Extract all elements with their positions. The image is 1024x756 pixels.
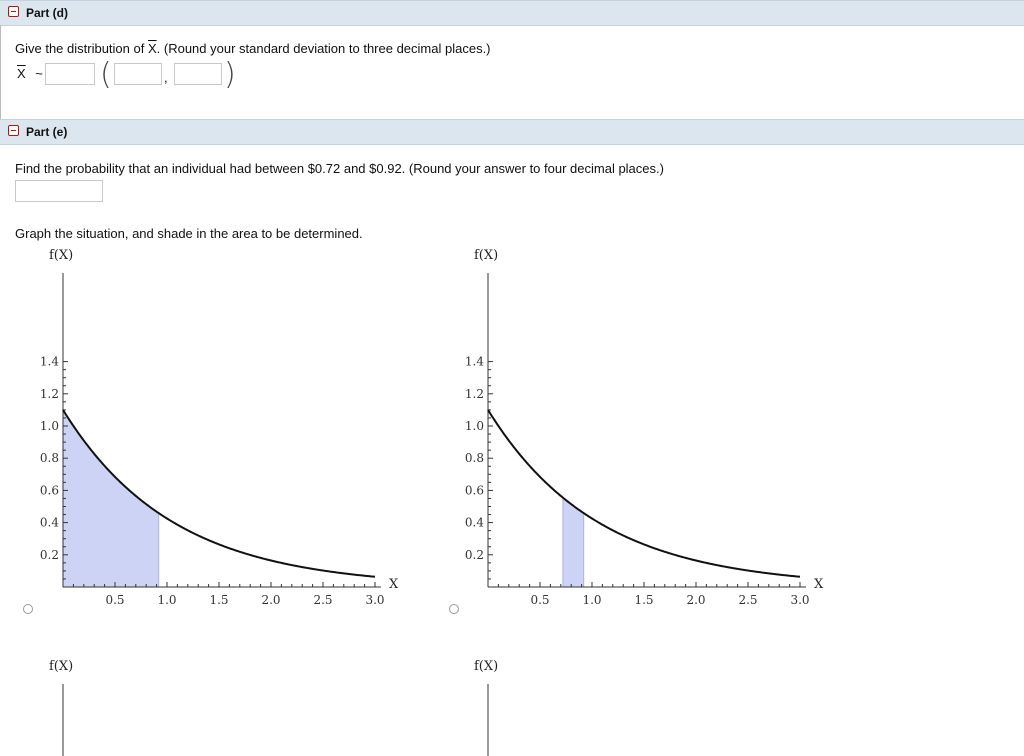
y-tick-label: 0.6 [39,483,59,498]
x-tick-label: 1.0 [157,593,177,607]
x-axis-title: X [814,577,824,592]
comma: , [164,70,168,85]
probability-answer-input[interactable] [15,180,103,202]
std-dev-input[interactable] [174,63,222,85]
x-tick-label: 1.0 [582,593,602,607]
y-tick-label: 1.2 [464,386,484,401]
close-paren: ) [224,57,236,92]
xbar-symbol: $\overline{X}$ [147,41,157,56]
open-paren: ( [100,57,112,92]
distribution-type-input[interactable] [45,63,95,85]
part-e-header [0,119,1024,145]
y-axis-title: f(X) [474,248,499,263]
x-axis-title: X [389,577,399,592]
section-border [0,25,1,120]
y-axis-title: f(X) [49,659,74,674]
part-d-header [0,0,1024,26]
distribution-lhs: $\overline{X}$ ~ [17,66,43,81]
y-axis-title: f(X) [474,659,499,674]
y-tick-label: 0.8 [39,451,59,466]
y-tick-label: 0.4 [464,515,484,530]
x-tick-label: 3.0 [790,593,810,607]
x-tick-label: 3.0 [365,593,385,607]
x-tick-label: 2.0 [686,593,706,607]
y-tick-label: 0.2 [464,547,484,562]
x-tick-label: 1.5 [634,593,654,607]
y-tick-label: 1.4 [464,354,484,369]
mean-input[interactable] [114,63,162,85]
x-tick-label: 0.5 [530,593,550,607]
x-tick-label: 2.5 [738,593,758,607]
collapse-icon[interactable] [8,125,19,136]
part-e-title: Part (e) [26,125,68,139]
shaded-area [63,410,159,587]
y-tick-label: 0.2 [39,547,59,562]
x-tick-label: 0.5 [105,593,125,607]
y-tick-label: 1.0 [39,419,59,433]
graph-prompt: Graph the situation, and shade in the area to be determined. [15,226,363,241]
x-tick-label: 2.5 [313,593,333,607]
y-axis-title: f(X) [49,248,74,263]
graph-option-b [455,245,835,615]
x-tick-label: 2.0 [261,593,281,607]
y-tick-label: 0.8 [464,451,484,466]
collapse-icon[interactable] [8,6,19,17]
y-tick-label: 0.4 [39,515,59,530]
part-d-question: Give the distribution of $\overline{X}$. (Round your standard deviation to three decimal places.) [15,41,491,56]
part-d-title: Part (d) [26,6,68,20]
graph-option-c [30,656,410,756]
x-tick-label: 1.5 [209,593,229,607]
y-tick-label: 1.4 [39,354,59,369]
graph-option-d [455,656,835,756]
y-tick-label: 0.6 [464,483,484,498]
graph-option-a [30,245,410,615]
part-e-question: Find the probability that an individual had between $0.72 and $0.92. (Round your answer to four decimal places.) [15,161,664,176]
y-tick-label: 1.2 [39,386,59,401]
y-tick-label: 1.0 [464,419,484,433]
density-curve [488,410,800,577]
